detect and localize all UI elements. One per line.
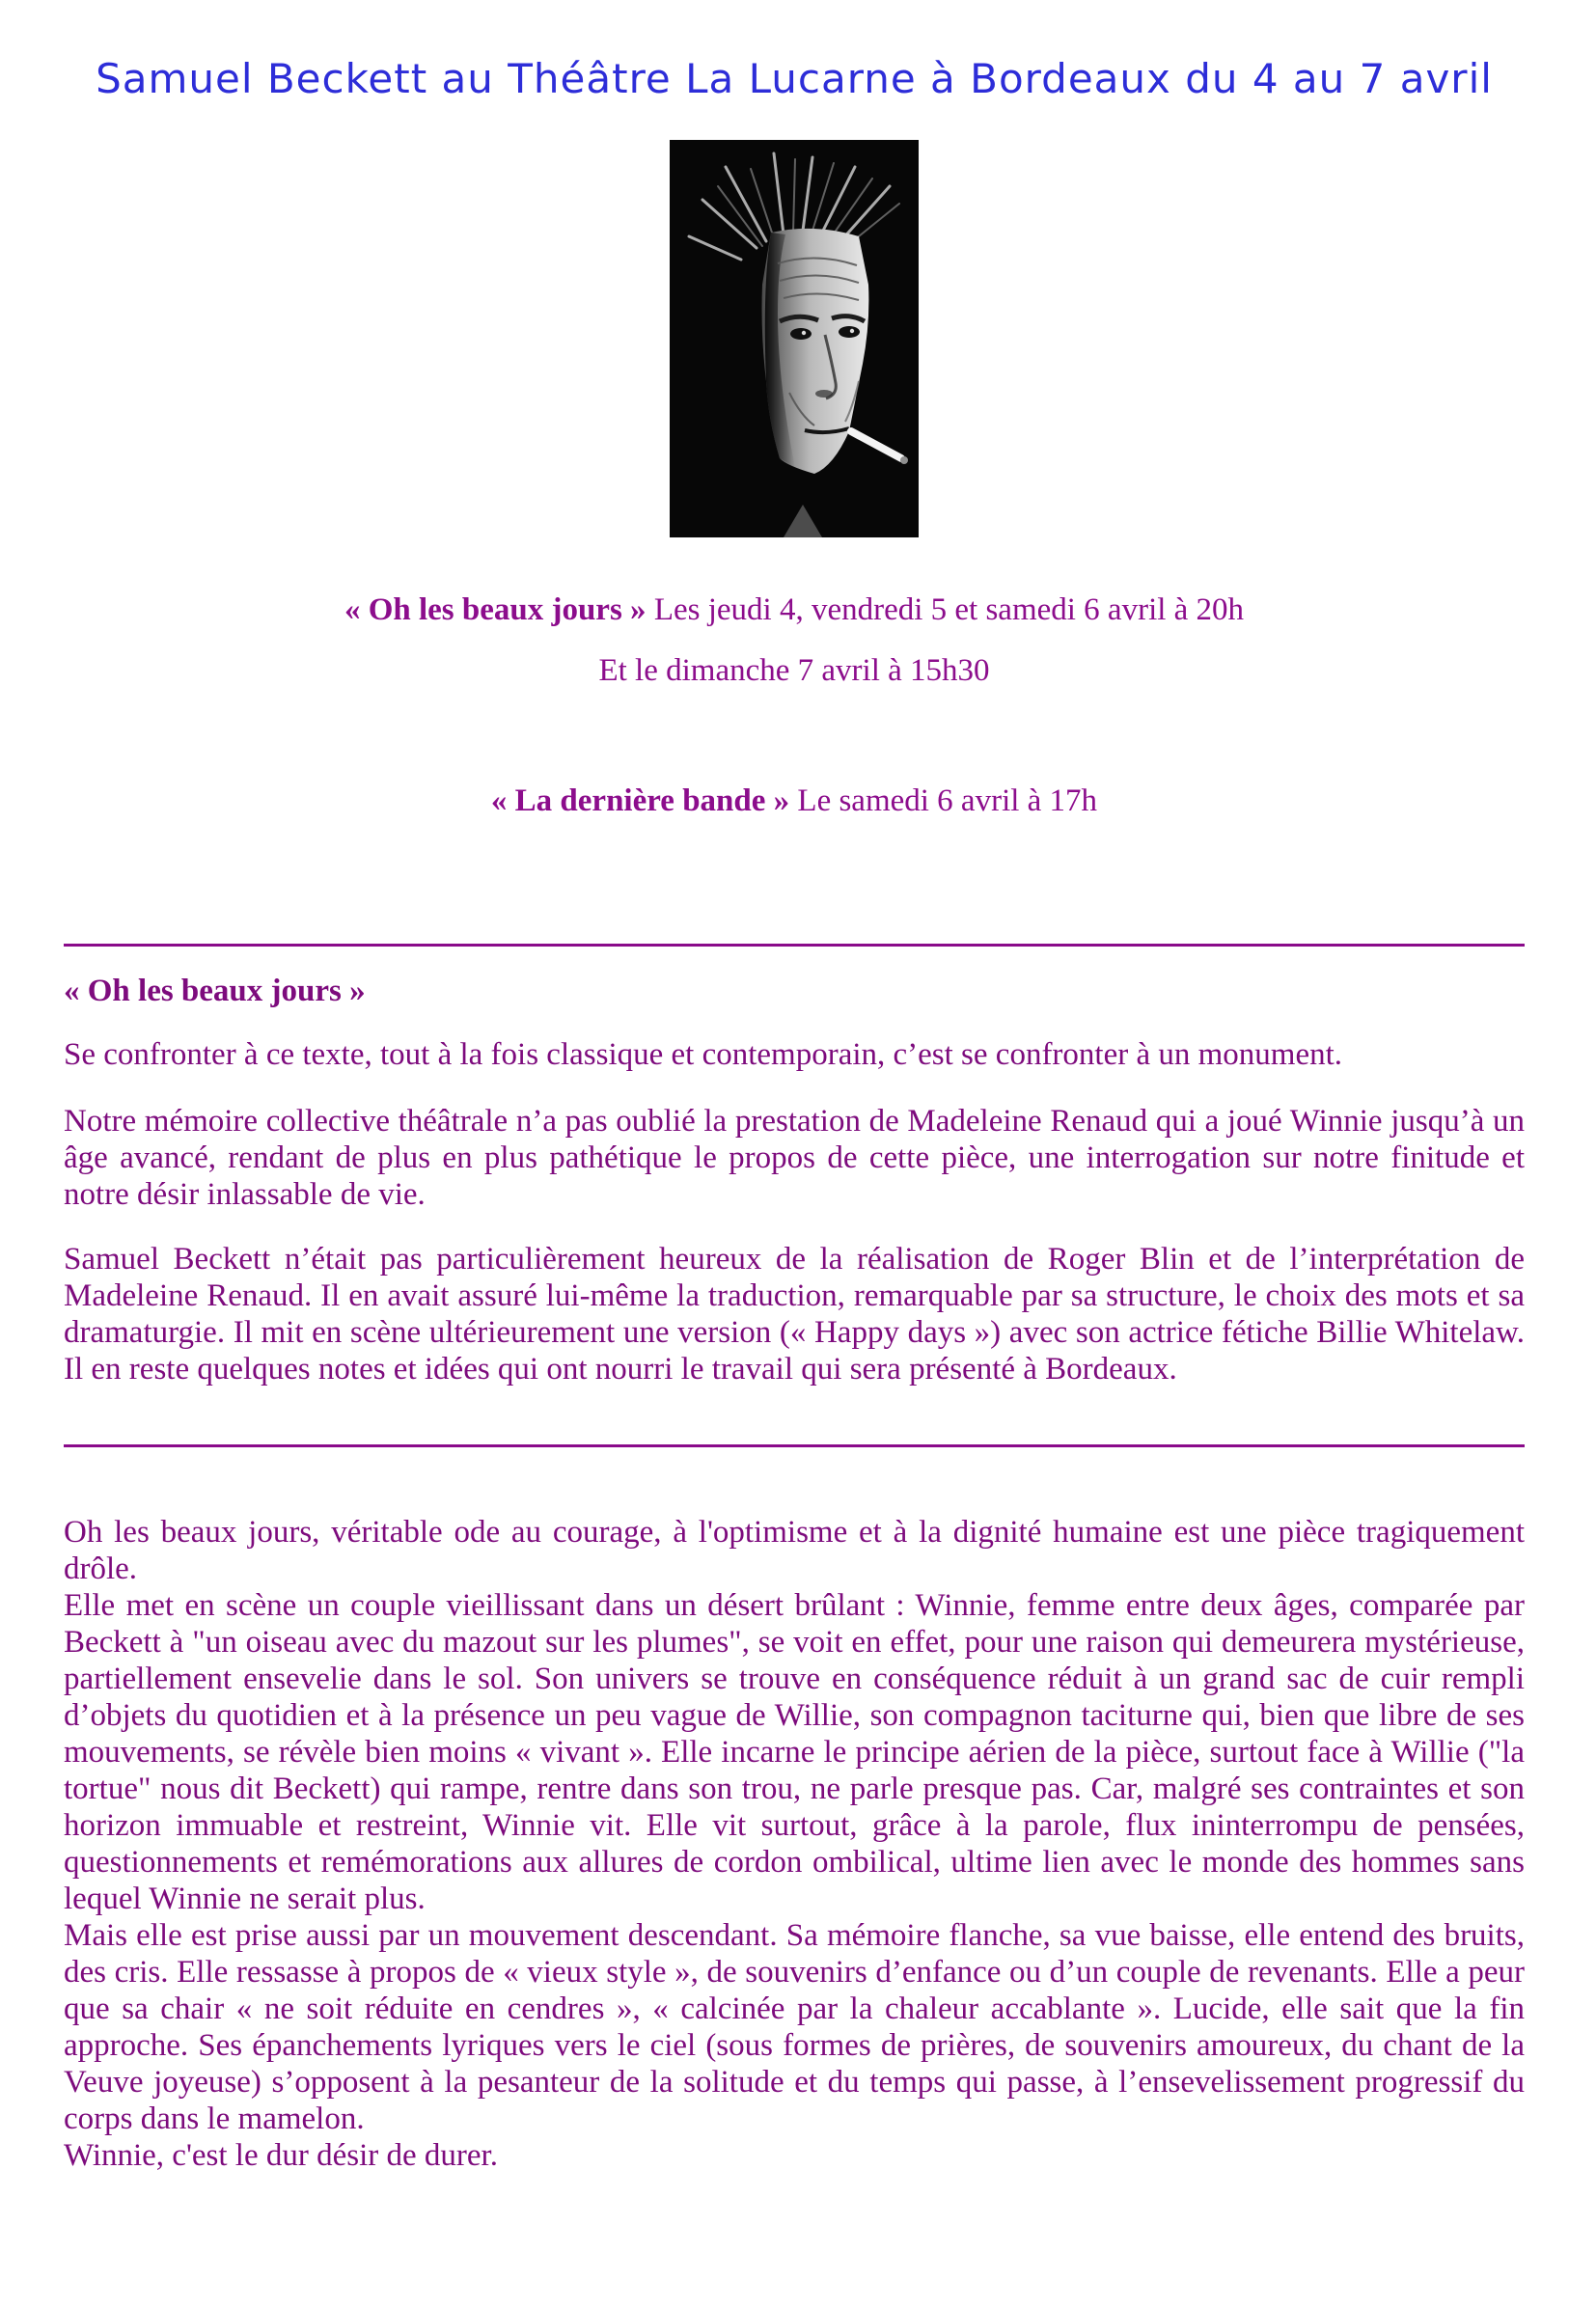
synopsis-block xyxy=(64,1514,1525,2174)
beckett-portrait-photo xyxy=(670,140,919,537)
portrait-illustration xyxy=(670,140,919,537)
paragraph-ode-au-courage: Oh les beaux jours, véritable ode au courage, à l'optimisme et à la dignité humaine est une pièce tragiquement drôle. xyxy=(64,1515,1525,1586)
schedule-line-oh-les-beaux-jours xyxy=(64,591,1525,628)
paragraph-samuel-beckett: Samuel Beckett n’était pas particulièrement heureux de la réalisation de Roger Blin et de l’interprétation de Madeleine Renaud. Il en avait assuré lui-même la traduction, remarquable par sa structure, le choix des mots et sa dramaturgie. Il mit en scène ultérieurement une version (« Happy days ») avec son actrice fétiche Billie Whitelaw. Il en reste quelques notes et idées qui ont nourri le travail qui sera présenté à Bordeaux. xyxy=(64,1242,1525,1387)
paragraph-elle-met-en-scene: Elle met en scène un couple vieillissant dans un désert brûlant : Winnie, femme entre deux âges, comparée par Beckett à "un oiseau avec du mazout sur les plumes", se voit en effet, pour une raison qui demeurera mystérieuse, partiellement ensevelie dans le sol. Son univers se trouve en conséquence réduit à un grand sac de cuir rempli d’objets du quotidien et à la présence un peu vague de Willie, son compagnon taciturne qui, bien que libre de ses mouvements, se révèle bien moins « vivant ». Elle incarne le principe aérien de la pièce, surtout face à Willie ("la tortue" nous dit Beckett) qui rampe, rentre dans son trou, ne parle presque pas. Car, malgré ses contraintes et son horizon immuable et restreint, Winnie vit. Elle vit surtout, grâce à la parole, flux ininterrompu de pensées, questionnements et remémorations aux allures de cordon ombilical, ultime lien avec le monde des hommes sans lequel Winnie ne serait plus. xyxy=(64,1588,1525,1916)
paragraph-winnie-desir-de-durer: Winnie, c'est le dur désir de durer. xyxy=(64,2138,498,2173)
separator-line-bottom xyxy=(64,1444,1525,1447)
document-page xyxy=(0,50,1596,2307)
show-title-oh-les-beaux-jours: « Oh les beaux jours » xyxy=(344,592,647,627)
show-times-la-derniere-bande: Le samedi 6 avril à 17h xyxy=(789,783,1098,818)
paragraph-se-confronter: Se confronter à ce texte, tout à la fois classique et contemporain, c’est se confronter à un monument. xyxy=(64,1037,1343,1072)
section-heading-oh-les-beaux-jours: « Oh les beaux jours » xyxy=(64,974,366,1008)
show-times-oh-les-beaux-jours: Les jeudi 4, vendredi 5 et samedi 6 avril à 20h xyxy=(646,592,1245,627)
paragraph-mouvement-descendant: Mais elle est prise aussi par un mouvement descendant. Sa mémoire flanche, sa vue baisse, elle entend des bruits, des cris. Elle ressasse à propos de « vieux style », de souvenirs d’enfance ou d’un couple de revenants. Elle a peur que sa chair « ne soit réduite en cendres », « calcinée par la chaleur accablante ». Lucide, elle sait que la fin approche. Ses épanchements lyriques vers le ciel (sous formes de prières, de souvenirs amoureux, du chant de la Veuve joyeuse) s’opposent à la pesanteur de la solitude et du temps qui passe, à l’ensevelissement progressif du corps dans le mamelon. xyxy=(64,1918,1525,2136)
separator-line-top xyxy=(64,944,1525,947)
page-title: Samuel Beckett au Théâtre La Lucarne à Bordeaux du 4 au 7 avril xyxy=(96,55,1493,102)
show-title-la-derniere-bande: « La dernière bande » xyxy=(490,783,790,818)
schedule-line-dimanche: Et le dimanche 7 avril à 15h30 xyxy=(598,653,990,688)
paragraph-notre-memoire: Notre mémoire collective théâtrale n’a pas oublié la prestation de Madeleine Renaud qui a joué Winnie jusqu’à un âge avancé, rendant de plus en plus pathétique le propos de cette pièce, une interrogation sur notre finitude et notre désir inlassable de vie. xyxy=(64,1104,1525,1212)
schedule-line-la-derniere-bande xyxy=(64,783,1525,819)
